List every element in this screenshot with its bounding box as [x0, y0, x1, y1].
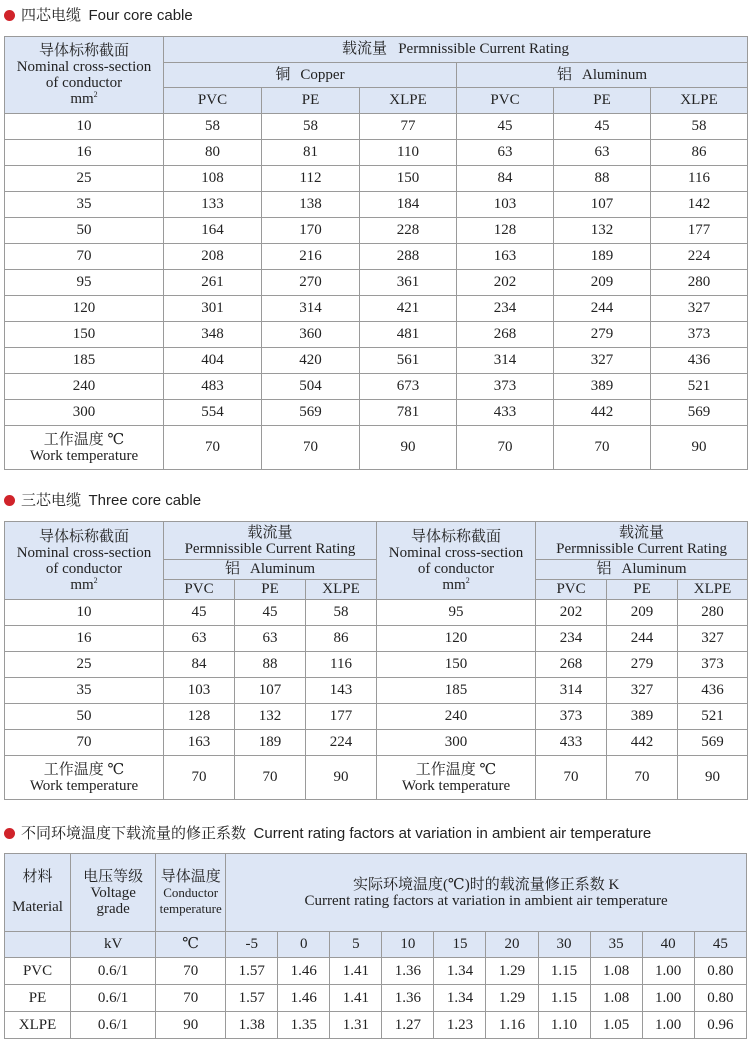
rating-cell: 279	[554, 322, 651, 348]
table-row	[5, 374, 748, 400]
table-row	[5, 652, 748, 678]
xlpe-header: XLPE	[306, 580, 377, 600]
rating-cell: 244	[554, 296, 651, 322]
conductor-temp-cell: 70	[156, 958, 226, 985]
ambient-temp-header: 15	[434, 932, 486, 958]
rating-cell: 554	[164, 400, 262, 426]
voltage-cell: 0.6/1	[71, 1012, 156, 1039]
rating-cell: 373	[651, 322, 748, 348]
temp-cell: 90	[651, 426, 748, 470]
rating-cell: 228	[360, 218, 457, 244]
rating-cell: 561	[360, 348, 457, 374]
xlpe-header: XLPE	[678, 580, 748, 600]
conductor-header-left: 导体标称截面 Nominal cross-section of conductor $mm^2$	[5, 522, 164, 600]
table-row	[5, 730, 748, 756]
cross-section-cell: 120	[5, 296, 164, 322]
table-row	[5, 958, 747, 985]
rating-cell: 112	[262, 166, 360, 192]
rating-cell: 327	[554, 348, 651, 374]
table-row	[5, 678, 748, 704]
voltage-header: 电压等级 Voltage grade	[71, 854, 156, 932]
rating-cell: 86	[651, 140, 748, 166]
work-temp-row	[5, 756, 748, 800]
cross-section-cell: 16	[5, 626, 164, 652]
rating-cell: 84	[164, 652, 235, 678]
factor-cell: 0.80	[694, 985, 746, 1012]
temp-cell: 70	[164, 756, 235, 800]
rating-cell: 569	[262, 400, 360, 426]
rating-cell: 116	[651, 166, 748, 192]
cross-section-cell: 95	[377, 600, 536, 626]
rating-cell: 433	[536, 730, 607, 756]
rating-cell: 521	[651, 374, 748, 400]
factor-cell: 1.46	[278, 958, 330, 985]
unit-row	[5, 932, 747, 958]
rating-cell: 209	[607, 600, 678, 626]
rating-cell: 163	[164, 730, 235, 756]
rating-cell: 216	[262, 244, 360, 270]
cross-section-cell: 185	[377, 678, 536, 704]
factor-cell: 1.15	[538, 958, 590, 985]
section-title-four-core: 四芯电缆 Four core cable	[4, 7, 193, 25]
rating-cell: 521	[678, 704, 748, 730]
ambient-temp-header: 20	[486, 932, 538, 958]
rating-cell: 327	[607, 678, 678, 704]
rating-cell: 481	[360, 322, 457, 348]
rating-cell: 107	[235, 678, 306, 704]
rating-cell: 163	[457, 244, 554, 270]
temp-cell: 70	[536, 756, 607, 800]
factor-cell: 1.08	[590, 985, 642, 1012]
rating-cell: 421	[360, 296, 457, 322]
four-core-table	[4, 36, 748, 470]
three-core-table	[4, 521, 748, 800]
rating-cell: 504	[262, 374, 360, 400]
rating-cell: 103	[457, 192, 554, 218]
rating-cell: 45	[164, 600, 235, 626]
rating-cell: 436	[678, 678, 748, 704]
rating-cell: 389	[607, 704, 678, 730]
table-row	[5, 322, 748, 348]
rating-cell: 301	[164, 296, 262, 322]
pvc-header: PVC	[457, 88, 554, 114]
rating-cell: 128	[457, 218, 554, 244]
voltage-cell: 0.6/1	[71, 958, 156, 985]
rating-cell: 142	[651, 192, 748, 218]
rating-cell: 673	[360, 374, 457, 400]
rating-cell: 268	[457, 322, 554, 348]
rating-header-left: 载流量 Permnissible Current Rating	[164, 522, 377, 560]
rating-cell: 63	[554, 140, 651, 166]
rating-cell: 164	[164, 218, 262, 244]
bullet-dot-icon	[4, 495, 15, 506]
rating-cell: 202	[536, 600, 607, 626]
rating-cell: 224	[651, 244, 748, 270]
material-header: 材料 Material	[5, 854, 71, 932]
temp-cell: 90	[678, 756, 748, 800]
rating-cell: 314	[536, 678, 607, 704]
table-row	[5, 626, 748, 652]
rating-cell: 261	[164, 270, 262, 296]
aluminum-header-left: 铝 Aluminum	[164, 560, 377, 580]
rating-cell: 270	[262, 270, 360, 296]
rating-cell: 268	[536, 652, 607, 678]
temp-cell: 90	[360, 426, 457, 470]
table-row	[5, 244, 748, 270]
factor-cell: 1.46	[278, 985, 330, 1012]
rating-cell: 63	[235, 626, 306, 652]
rating-cell: 177	[306, 704, 377, 730]
factor-cell: 1.36	[382, 985, 434, 1012]
rating-cell: 314	[457, 348, 554, 374]
factor-cell: 1.27	[382, 1012, 434, 1039]
cross-section-cell: 150	[377, 652, 536, 678]
cross-section-cell: 70	[5, 244, 164, 270]
factor-cell: 1.00	[642, 985, 694, 1012]
factor-cell: 1.16	[486, 1012, 538, 1039]
table-row	[5, 600, 748, 626]
pvc-header: PVC	[164, 580, 235, 600]
temp-cell: 70	[554, 426, 651, 470]
bullet-dot-icon	[4, 10, 15, 21]
ambient-temp-header: 45	[694, 932, 746, 958]
ambient-temp-header: 40	[642, 932, 694, 958]
blank-unit-cell	[5, 932, 71, 958]
table-row	[5, 985, 747, 1012]
rating-cell: 133	[164, 192, 262, 218]
rating-cell: 327	[678, 626, 748, 652]
factor-cell: 1.29	[486, 958, 538, 985]
table-row	[5, 192, 748, 218]
material-cell: PE	[5, 985, 71, 1012]
ambient-temp-header: 30	[538, 932, 590, 958]
cross-section-cell: 240	[5, 374, 164, 400]
factor-cell: 1.41	[330, 958, 382, 985]
work-temp-label: 工作温度 ℃ Work temperature	[5, 426, 164, 470]
factor-cell: 1.00	[642, 1012, 694, 1039]
rating-cell: 433	[457, 400, 554, 426]
rating-cell: 234	[536, 626, 607, 652]
rating-cell: 234	[457, 296, 554, 322]
rating-cell: 569	[651, 400, 748, 426]
rating-cell: 209	[554, 270, 651, 296]
factor-cell: 0.80	[694, 958, 746, 985]
rating-cell: 63	[164, 626, 235, 652]
rating-cell: 280	[678, 600, 748, 626]
factor-cell: 1.05	[590, 1012, 642, 1039]
rating-cell: 63	[457, 140, 554, 166]
rating-cell: 404	[164, 348, 262, 374]
factor-cell: 1.23	[434, 1012, 486, 1039]
rating-header-right: 载流量 Permnissible Current Rating	[536, 522, 748, 560]
table-row	[5, 400, 748, 426]
rating-cell: 58	[262, 114, 360, 140]
rating-cell: 58	[651, 114, 748, 140]
ambient-temp-header: 5	[330, 932, 382, 958]
pe-header: PE	[235, 580, 306, 600]
rating-cell: 280	[651, 270, 748, 296]
cross-section-cell: 240	[377, 704, 536, 730]
rating-cell: 110	[360, 140, 457, 166]
correction-factor-table	[4, 853, 747, 1039]
rating-cell: 189	[235, 730, 306, 756]
rating-cell: 143	[306, 678, 377, 704]
rating-cell: 58	[306, 600, 377, 626]
pe-header: PE	[554, 88, 651, 114]
rating-cell: 81	[262, 140, 360, 166]
cross-section-cell: 25	[5, 652, 164, 678]
rating-cell: 116	[306, 652, 377, 678]
cross-section-cell: 120	[377, 626, 536, 652]
factor-cell: 1.10	[538, 1012, 590, 1039]
rating-cell: 88	[235, 652, 306, 678]
factor-cell: 1.15	[538, 985, 590, 1012]
table-row	[5, 1012, 747, 1039]
cross-section-cell: 35	[5, 192, 164, 218]
aluminum-header: 铝 Aluminum	[457, 63, 748, 88]
cross-section-cell: 50	[5, 704, 164, 730]
section-title-correction-factors: 不同环境温度下载流量的修正系数 Current rating factors at variation in ambient air temperature	[4, 825, 651, 843]
rating-cell: 373	[678, 652, 748, 678]
pvc-header: PVC	[536, 580, 607, 600]
temp-cell: 70	[457, 426, 554, 470]
factor-cell: 1.34	[434, 958, 486, 985]
conductor-temp-cell: 90	[156, 1012, 226, 1039]
conductor-temp-cell: 70	[156, 985, 226, 1012]
work-temp-label: 工作温度 ℃ Work temperature	[377, 756, 536, 800]
factor-cell: 1.29	[486, 985, 538, 1012]
rating-cell: 86	[306, 626, 377, 652]
rating-cell: 138	[262, 192, 360, 218]
rating-cell: 132	[235, 704, 306, 730]
rating-cell: 107	[554, 192, 651, 218]
pvc-header: PVC	[164, 88, 262, 114]
rating-cell: 80	[164, 140, 262, 166]
rating-cell: 361	[360, 270, 457, 296]
rating-header: 载流量 Permnissible Current Rating	[164, 37, 748, 63]
factor-cell: 1.00	[642, 958, 694, 985]
factor-cell: 1.36	[382, 958, 434, 985]
rating-cell: 389	[554, 374, 651, 400]
rating-cell: 132	[554, 218, 651, 244]
table-row	[5, 296, 748, 322]
factor-cell: 1.57	[226, 985, 278, 1012]
temp-cell: 70	[262, 426, 360, 470]
conductor-header: 导体标称截面 Nominal cross-section of conductor $mm^2$	[5, 37, 164, 114]
factor-cell: 1.31	[330, 1012, 382, 1039]
conductor-temp-header: 导体温度 Conductor temperature	[156, 854, 226, 932]
celsius-unit: ℃	[156, 932, 226, 958]
rating-cell: 177	[651, 218, 748, 244]
material-cell: PVC	[5, 958, 71, 985]
rating-cell: 208	[164, 244, 262, 270]
material-cell: XLPE	[5, 1012, 71, 1039]
aluminum-header-right: 铝 Aluminum	[536, 560, 748, 580]
rating-cell: 45	[235, 600, 306, 626]
rating-cell: 483	[164, 374, 262, 400]
rating-cell: 224	[306, 730, 377, 756]
ambient-temp-header: -5	[226, 932, 278, 958]
bullet-dot-icon	[4, 828, 15, 839]
rating-cell: 373	[457, 374, 554, 400]
temp-cell: 70	[235, 756, 306, 800]
rating-cell: 108	[164, 166, 262, 192]
rating-cell: 88	[554, 166, 651, 192]
table-row	[5, 270, 748, 296]
factor-cell: 1.34	[434, 985, 486, 1012]
copper-header: 铜 Copper	[164, 63, 457, 88]
rating-cell: 436	[651, 348, 748, 374]
factor-cell: 0.96	[694, 1012, 746, 1039]
rating-cell: 244	[607, 626, 678, 652]
voltage-cell: 0.6/1	[71, 985, 156, 1012]
cross-section-cell: 95	[5, 270, 164, 296]
pe-header: PE	[607, 580, 678, 600]
kv-unit: kV	[71, 932, 156, 958]
table-row	[5, 704, 748, 730]
rating-cell: 45	[554, 114, 651, 140]
pe-header: PE	[262, 88, 360, 114]
rating-cell: 128	[164, 704, 235, 730]
cross-section-cell: 185	[5, 348, 164, 374]
ambient-temp-header: 0	[278, 932, 330, 958]
factor-cell: 1.08	[590, 958, 642, 985]
temp-cell: 70	[607, 756, 678, 800]
cross-section-cell: 10	[5, 600, 164, 626]
table-row	[5, 140, 748, 166]
rating-cell: 77	[360, 114, 457, 140]
table-row	[5, 348, 748, 374]
rating-cell: 170	[262, 218, 360, 244]
cross-section-cell: 16	[5, 140, 164, 166]
conductor-header-right: 导体标称截面 Nominal cross-section of conductor $mm^2$	[377, 522, 536, 600]
rating-cell: 58	[164, 114, 262, 140]
rating-cell: 373	[536, 704, 607, 730]
rating-cell: 202	[457, 270, 554, 296]
rating-cell: 442	[554, 400, 651, 426]
rating-cell: 189	[554, 244, 651, 270]
rating-cell: 420	[262, 348, 360, 374]
cross-section-cell: 300	[377, 730, 536, 756]
cross-section-cell: 70	[5, 730, 164, 756]
table-row	[5, 114, 748, 140]
rating-cell: 348	[164, 322, 262, 348]
rating-cell: 327	[651, 296, 748, 322]
work-temp-label: 工作温度 ℃ Work temperature	[5, 756, 164, 800]
k-factor-header: 实际环境温度(℃)时的载流量修正系数 K Current rating factors at variation in ambient air temperature	[226, 854, 747, 932]
rating-cell: 360	[262, 322, 360, 348]
cross-section-cell: 10	[5, 114, 164, 140]
temp-cell: 70	[164, 426, 262, 470]
cross-section-cell: 35	[5, 678, 164, 704]
ambient-temp-header: 35	[590, 932, 642, 958]
cross-section-cell: 150	[5, 322, 164, 348]
rating-cell: 84	[457, 166, 554, 192]
factor-cell: 1.57	[226, 958, 278, 985]
factor-cell: 1.38	[226, 1012, 278, 1039]
work-temp-row	[5, 426, 748, 470]
temp-cell: 90	[306, 756, 377, 800]
cross-section-cell: 25	[5, 166, 164, 192]
rating-cell: 150	[360, 166, 457, 192]
rating-cell: 781	[360, 400, 457, 426]
rating-cell: 314	[262, 296, 360, 322]
rating-cell: 184	[360, 192, 457, 218]
xlpe-header: XLPE	[360, 88, 457, 114]
ambient-temp-header: 10	[382, 932, 434, 958]
rating-cell: 442	[607, 730, 678, 756]
xlpe-header: XLPE	[651, 88, 748, 114]
section-title-three-core: 三芯电缆 Three core cable	[4, 492, 201, 510]
cross-section-cell: 300	[5, 400, 164, 426]
rating-cell: 45	[457, 114, 554, 140]
rating-cell: 288	[360, 244, 457, 270]
rating-cell: 569	[678, 730, 748, 756]
cross-section-cell: 50	[5, 218, 164, 244]
table-row	[5, 218, 748, 244]
rating-cell: 103	[164, 678, 235, 704]
table-row	[5, 166, 748, 192]
factor-cell: 1.41	[330, 985, 382, 1012]
factor-cell: 1.35	[278, 1012, 330, 1039]
rating-cell: 279	[607, 652, 678, 678]
